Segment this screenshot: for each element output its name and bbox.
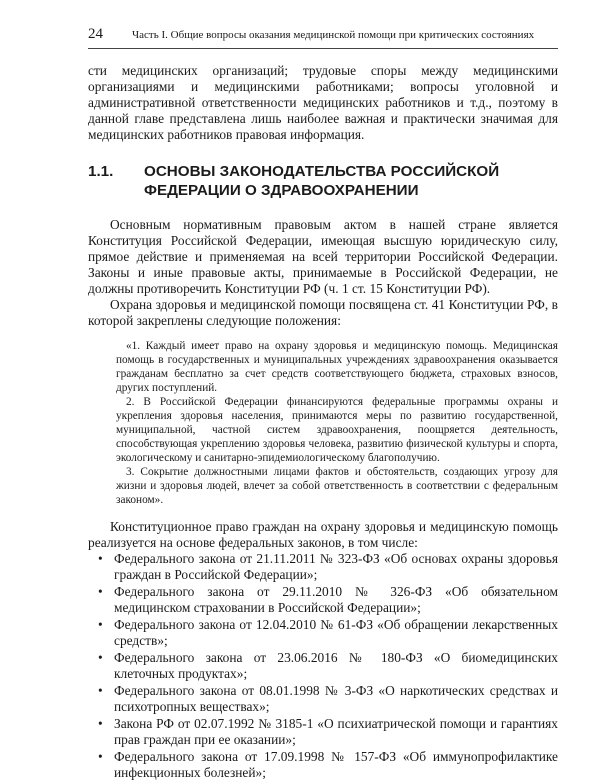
list-intro: Конституционное право граждан на охрану здоровья и медицинскую помощь реализуется на основе федеральных законов, в том числе:	[88, 519, 558, 550]
bullet-icon: •	[98, 617, 103, 632]
page-body	[88, 63, 558, 782]
list-item	[88, 650, 558, 682]
bullet-icon: •	[98, 716, 103, 731]
list-item	[88, 617, 558, 649]
law-text: Федерального закона от 21.11.2011 № 323-ФЗ «Об основах охраны здоровья граждан в Российской Федерации»;	[114, 551, 558, 582]
bullet-icon: •	[98, 584, 103, 599]
intro-paragraph: сти медицинских организаций; трудовые споры между медицинскими организациями и медицинскими работниками; вопросы уголовной и административной ответственности медицинских работников и т.д., поэтому в данной главе представлена лишь наиболее важная и практически значимая для медицинских работников правовая информация.	[88, 63, 558, 142]
list-item	[88, 749, 558, 781]
list-item	[88, 584, 558, 616]
list-item	[88, 551, 558, 583]
page-header	[88, 24, 558, 49]
bullet-icon: •	[98, 683, 103, 698]
body-paragraph: Охрана здоровья и медицинской помощи посвящена ст. 41 Конституции РФ, в которой закреплены следующие положения:	[88, 297, 558, 328]
quote-paragraph: «1. Каждый имеет право на охрану здоровья и медицинскую помощь. Медицинская помощь в государственных и муниципальных учреждениях здравоохранения оказывается гражданам бесплатно за счет средств соответствующего бюджета, страховых взносов, других поступлений.	[116, 340, 558, 394]
bullet-icon: •	[98, 749, 103, 764]
page-number: 24	[88, 26, 103, 42]
law-text: Федерального закона от 08.01.1998 № 3-ФЗ «О наркотических средствах и психотропных веществах»;	[114, 683, 558, 714]
list-item	[88, 716, 558, 748]
section-number: 1.1.	[88, 163, 114, 180]
running-head: Часть I. Общие вопросы оказания медицинской помощи при критических состояниях	[132, 29, 535, 41]
bullet-icon: •	[98, 650, 103, 665]
bullet-icon: •	[98, 551, 103, 566]
list-item	[88, 683, 558, 715]
law-text: Федерального закона от 12.04.2010 № 61-ФЗ «Об обращении лекарственных средств»;	[114, 617, 558, 648]
law-text: Федерального закона от 29.11.2010 № 326-ФЗ «Об обязательном медицинском страховании в Российской Федерации»;	[114, 584, 558, 615]
law-text: Федерального закона от 23.06.2016 № 180-ФЗ «О биомедицинских клеточных продуктах»;	[114, 650, 558, 681]
law-text: Закона РФ от 02.07.1992 № 3185-1 «О психиатрической помощи и гарантиях прав граждан при ее оказании»;	[114, 716, 558, 747]
body-paragraph: Основным нормативным правовым актом в нашей стране является Конституция Российской Федерации, имеющая высшую юридическую силу, прямое действие и применяемая на всей территории Российской Федерации. Законы и иные правовые акты, принимаемые в Российской Федерации, не должны противоречить Конституции РФ (ч. 1 ст. 15 Конституции РФ).	[88, 217, 558, 296]
constitution-quote	[88, 339, 558, 507]
law-text: Федерального закона от 17.09.1998 № 157-ФЗ «Об иммунопрофилактике инфекционных болезней»;	[114, 749, 558, 780]
law-list	[88, 551, 558, 781]
section-heading	[88, 162, 558, 200]
section-title: ОСНОВЫ ЗАКОНОДАТЕЛЬСТВА РОССИЙСКОЙ ФЕДЕРАЦИИ О ЗДРАВООХРАНЕНИИ	[144, 163, 500, 199]
quote-paragraph: 3. Сокрытие должностными лицами фактов и обстоятельств, создающих угрозу для жизни и здоровья людей, влечет за собой ответственность в соответствии с федеральным законом».	[116, 466, 558, 506]
quote-paragraph: 2. В Российской Федерации финансируются федеральные программы охраны и укрепления здоровья населения, принимаются меры по развитию государственной, муниципальной, частной систем здравоохранения, поощряется деятельность, способствующая укреплению здоровья человека, развитию физической культуры и спорта, экологическому и санитарно-эпидемиологическому благополучию.	[116, 396, 558, 464]
